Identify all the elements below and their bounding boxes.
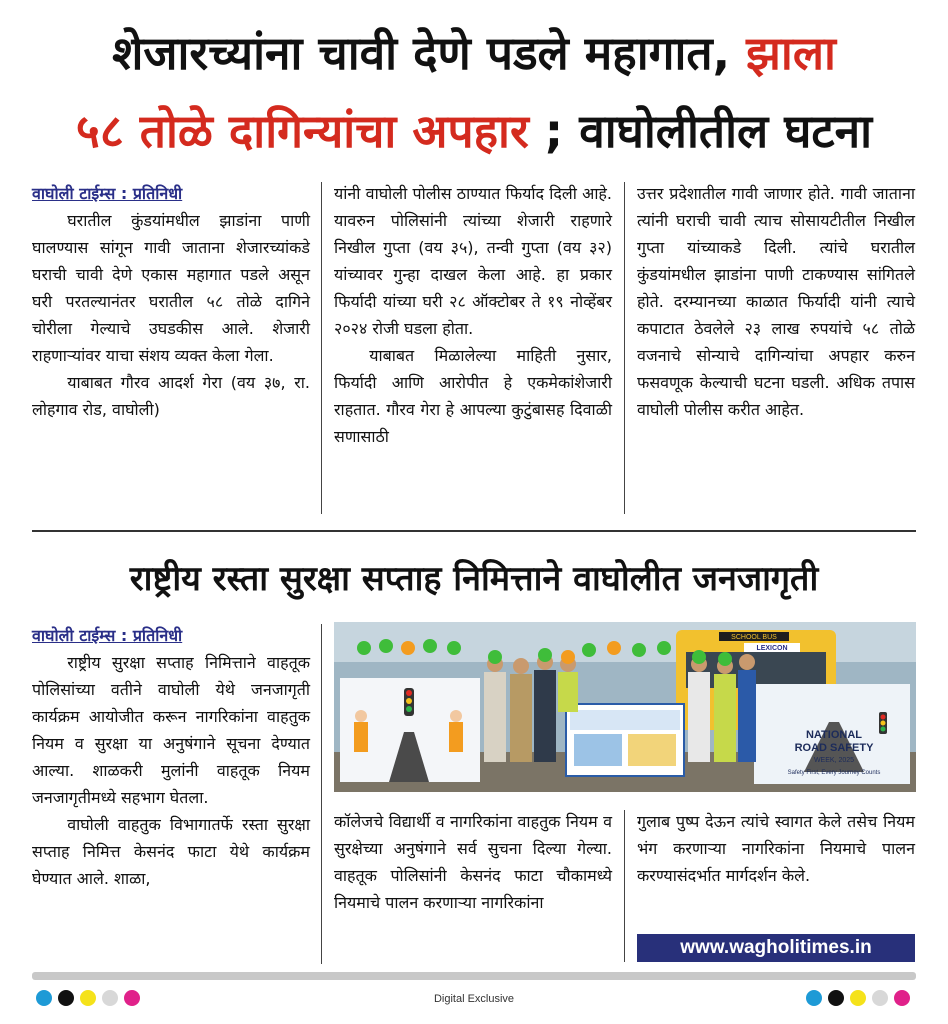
article1-column-3 bbox=[637, 180, 915, 423]
footer-label: Digital Exclusive bbox=[433, 993, 515, 1005]
article1-headline-line1 bbox=[0, 26, 948, 80]
headline-red-part: झाला bbox=[746, 26, 836, 80]
banner-sub: WEEK, 2025 bbox=[813, 757, 855, 764]
article1-column-1 bbox=[32, 180, 310, 423]
paragraph: घरातील कुंडयांमधील झाडांना पाणी घालण्यास सांगून गावी जाताना शेजारच्यांकडे घराची चावी देणे एकास महागात पडले असून घरी परतल्यानंतर घरातील ५८ तोळे दागिने चोरीला गेल्याचे उघडकीस आले. शेजारी राहणाऱ्यांवर याचा संशय व्यक्त केला गेला. bbox=[32, 211, 310, 365]
grey-dot bbox=[872, 990, 888, 1006]
byline: वाघोली टाईम्स : प्रतिनिधी bbox=[32, 184, 183, 203]
paragraph: याबाबत मिळालेल्या माहिती नुसार, फिर्यादी आणि आरोपीत हे एकमेकांशेजारी राहतात. गौरव गेरा हे आपल्या कुटुंबासह दिवाळी सणासाठी bbox=[334, 346, 612, 446]
paragraph: याबाबत गौरव आदर्श गेरा (वय ३७, रा. लोहगाव रोड, वाघोली) bbox=[32, 373, 310, 419]
column-divider bbox=[624, 182, 625, 514]
banner-title-1: NATIONAL bbox=[805, 729, 863, 741]
banner-tagline: Safety First, Every Journey Counts bbox=[787, 770, 881, 776]
cyan-dot bbox=[806, 990, 822, 1006]
article1-headline-line2 bbox=[0, 104, 948, 158]
headline-black-part: शेजारच्यांना चावी देणे पडले महागात, bbox=[112, 26, 731, 80]
article2-headline: राष्ट्रीय रस्ता सुरक्षा सप्ताह निमित्ताने वाघोलीत जनजागृती bbox=[129, 559, 819, 599]
event-photo bbox=[334, 622, 916, 792]
paragraph: यांनी वाघोली पोलीस ठाण्यात फिर्याद दिली आहे. यावरुन पोलिसांनी त्यांच्या शेजारी राहणारे निखील गुप्ता (वय ३५), तन्वी गुप्ता (वय ३२) यांच्यावर गुन्हा दाखल केला आहे. हा प्रकार फिर्यादी यांच्या घरी २८ ऑक्टोबर ते १९ नोव्हेंबर २०२४ रोजी घडला होता. bbox=[334, 184, 612, 338]
article2-column-1 bbox=[32, 622, 310, 892]
article1-column-2 bbox=[334, 180, 612, 450]
paragraph: राष्ट्रीय सुरक्षा सप्ताह निमित्ताने वाहतूक पोलिसांच्या वतीने वाघोली येथे जनजागृती कार्यक्रम आयोजीत करून नागरिकांना वाहतुक नियम व सुरक्षा या अनुषंगाने सूचना देण्यात आल्या. शाळकरी मुलांनी वाहतूक नियम जनजागृतीमध्ये सहभाग घेतला. bbox=[32, 653, 310, 807]
banner-title-2: ROAD SAFETY bbox=[794, 742, 874, 754]
headline-black-part-2: ; वाघोलीतील घटना bbox=[544, 104, 873, 158]
article2-column-2 bbox=[334, 808, 612, 916]
article2-column-3 bbox=[637, 808, 915, 889]
footer-bar bbox=[32, 972, 916, 980]
yellow-dot bbox=[850, 990, 866, 1006]
paragraph: वाघोली वाहतुक विभागातर्फे रस्ता सुरक्षा सप्ताह निमित्त केसनंद फाटा येथे कार्यक्रम घेण्यात आले. शाळा, bbox=[32, 815, 310, 888]
column-divider bbox=[321, 624, 322, 964]
bus-label: SCHOOL BUS bbox=[731, 634, 777, 641]
section-divider bbox=[32, 530, 916, 532]
byline: वाघोली टाईम्स : प्रतिनिधी bbox=[32, 626, 183, 645]
column-divider bbox=[321, 182, 322, 514]
website-link[interactable]: www.wagholitimes.in bbox=[637, 934, 915, 962]
paragraph: गुलाब पुष्प देऊन त्यांचे स्वागत केले तसेच नियम भंग करणाऱ्या नागरिकांना नियमाचे पालन करण्यासंदर्भात मार्गदर्शन केले. bbox=[637, 812, 915, 885]
headline-red-part-2: ५८ तोळे दागिन्यांचा अपहार bbox=[75, 104, 529, 158]
color-dots-right bbox=[806, 990, 910, 1006]
black-dot bbox=[828, 990, 844, 1006]
bus-name: LEXICON bbox=[756, 645, 788, 652]
magenta-dot bbox=[894, 990, 910, 1006]
paragraph: कॉलेजचे विद्यार्थी व नागरिकांना वाहतुक नियम व सुरक्षेच्या अनुषंगाने सर्व सुचना दिल्या गेल्या. वाहतूक पोलिसांनी केसनंद फाटा चौकामध्ये नियमाचे पालन करणाऱ्या नागरिकांना bbox=[334, 812, 612, 912]
paragraph: उत्तर प्रदेशातील गावी जाणार होते. गावी जाताना त्यांनी घराची चावी त्याच सोसायटीतील निखील गुप्ता यांच्याकडे दिली. त्यांचे घरातील कुंडयांमधील झाडांना पाणी टाकण्यास सांगितले होते. दरम्यानच्या काळात फिर्यादी यांनी त्याचे कपाटात ठेवलेले २३ लाख रुपयांचे ५८ तोळे वजनाचे सोन्याचे दागिन्यांचा अपहार करुन फसवणूक केल्याची घटना घडली. अधिक तपास वाघोली पोलीस करीत आहेत. bbox=[637, 184, 915, 419]
column-divider bbox=[624, 810, 625, 962]
